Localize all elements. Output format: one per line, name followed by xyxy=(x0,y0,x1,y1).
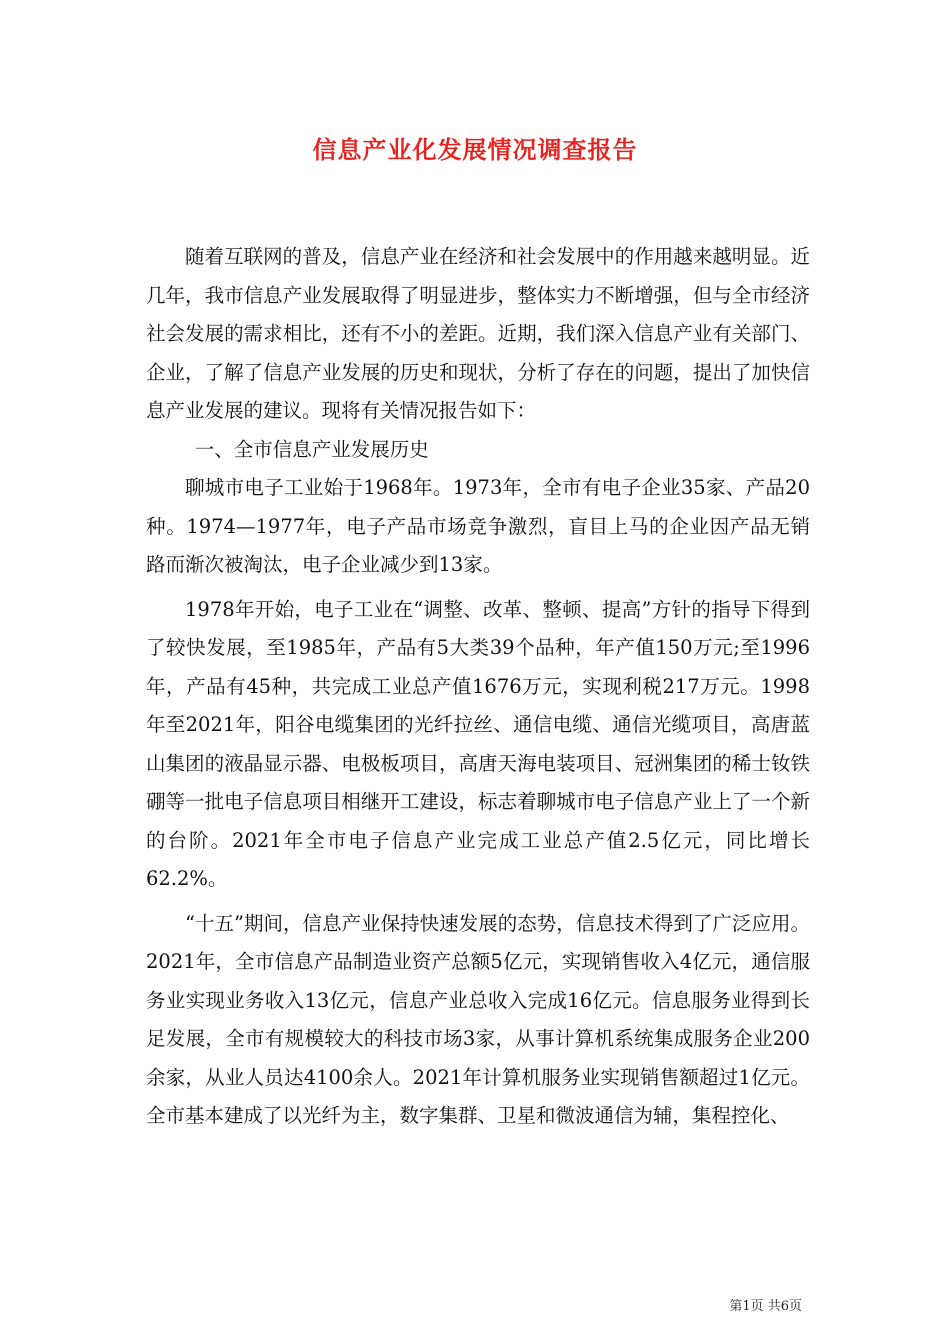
page-number: 第1页 共6页 xyxy=(729,1299,802,1314)
document-title: 信息产业化发展情况调查报告 xyxy=(312,135,638,164)
intro-paragraph: 随着互联网的普及，信息产业在经济和社会发展中的作用越来越明显。近几年，我市信息产业发展取得了明显进步，整体实力不断增强，但与全市经济社会发展的需求相比，还有不小的差距。近期，我们深入信息产业有关部门、企业，了解了信息产业发展的历史和现状，分析了存在的问题，提出了加快信息产业发展的建议。现将有关情况报告如下： xyxy=(146,245,810,422)
document-body xyxy=(146,238,810,1136)
history-paragraph-1: 聊城市电子工业始于1968年。1973年，全市有电子企业35家、产品20种。1974—1977年，电子产品市场竞争激烈，盲目上马的企业因产品无销路而渐次被淘汰，电子企业减少到13家。 xyxy=(146,476,810,576)
history-paragraph-2: 1978年开始，电子工业在“调整、改革、整顿、提高”方针的指导下得到了较快发展，至1985年，产品有5大类39个品种，年产值150万元;至1996年，产品有45种，共完成工业总产值1676万元，实现利税217万元。1998年至2021年，阳谷电缆集团的光纤拉丝、通信电缆、通信光缆项目，高唐蓝山集团的液晶显示器、电极板项目，高唐天海电装项目、冠洲集团的稀士钕铁硼等一批电子信息项目相继开工建设，标志着聊城市电子信息产业上了一个新的台阶。2021年全市电子信息产业完成工业总产值2.5亿元，同比增长62.2%。 xyxy=(146,597,810,890)
section-heading: 一、全市信息产业发展历史 xyxy=(194,437,429,461)
history-paragraph-3: “十五”期间，信息产业保持快速发展的态势，信息技术得到了广泛应用。2021年，全市信息产品制造业资产总额5亿元，实现销售收入4亿元，通信服务业实现业务收入13亿元，信息产业总收入完成16亿元。信息服务业得到长足发展，全市有规模较大的科技市场3家，从事计算机系统集成服务企业200余家，从业人员达4100余人。2021年计算机服务业实现销售额超过1亿元。全市基本建成了以光纤为主，数字集群、卫星和微波通信为辅，集程控化、 xyxy=(146,911,810,1127)
